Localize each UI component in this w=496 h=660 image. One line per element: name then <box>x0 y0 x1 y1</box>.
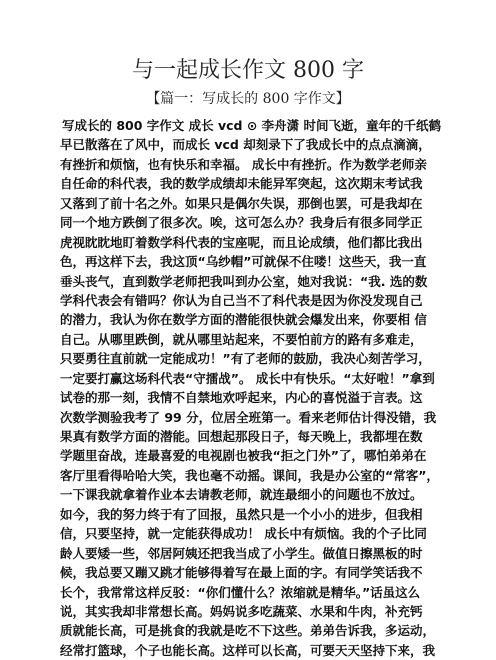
body-line: 如今，我的努力终于有了回报，虽然只是一个小小的进步，但我相 <box>60 506 423 522</box>
body-line: 垂头丧气，直到数学老师把我叫到办公室，她对我说：“我. 选的数 <box>60 273 428 289</box>
body-line: 信，只要坚持，就一定能获得成功！ 成长中有烦恼。我的个子比同 <box>60 526 427 542</box>
body-line: 虎视眈眈地盯着数学科代表的宝座呢，而且论成绩，他们都比我出 <box>60 234 423 250</box>
body-line: 说，其实我却非常想长高。妈妈说多吃蔬菜、水果和牛肉，补充钙 <box>60 603 423 619</box>
article-body <box>60 116 440 660</box>
body-line: 龄人要矮一些，邻居阿姨还把我当成了小学生。做值日擦黑板的时 <box>60 545 423 561</box>
body-line: 同一个地方跌倒了很多次。唉，这可怎么办？我身后有很多同学正 <box>60 215 423 231</box>
body-line: 学科代表会有错吗？你认为自己当不了科代表是因为你没发现自己 <box>60 292 423 308</box>
body-line: 早已散落在了风中，而成长 vcd 却刻录下了我成长中的点点滴滴， <box>60 137 431 153</box>
body-line: 写成长的 800 字作文 成长 vcd ⊙ 李舟潇 时间飞逝，童年的千纸鹤 <box>62 118 442 133</box>
page-title: 与一起成长作文 800 字 <box>132 58 364 83</box>
body-line: 一下课我就拿着作业本去请教老师，就连最细小的问题也不放过。 <box>60 487 423 503</box>
body-line: 学题里奋战，连最喜爱的电视剧也被我“拒之门外”了，哪怕弟弟在 <box>60 448 427 464</box>
body-line: 又落到了前十名之外。如果只是偶尔失误，那倒也罢，可是我却在 <box>60 195 423 211</box>
section-heading: 【篇一：写成长的 800 字作文】 <box>146 91 350 107</box>
body-line: 质就能长高，可是挑食的我就是吃不下这些。弟弟告诉我，多运动， <box>60 623 436 639</box>
body-line: 自己。从哪里跌倒，就从哪里站起来，不要怕前方的路有多难走， <box>60 331 423 347</box>
body-line: 客厅里看得哈哈大笑，我也毫不动摇。课间，我是办公室的“常客”， <box>60 467 439 483</box>
body-line: 次数学测验我考了 99 分，位居全班第一。看来老师估计得没错，我 <box>60 409 437 425</box>
body-line: 候，我总要又蹦又跳才能够得着写在最上面的字。有同学笑话我不 <box>60 565 423 581</box>
body-line: 有挫折和烦恼，也有快乐和幸福。 成长中有挫折。作为数学老师亲 <box>60 156 427 172</box>
body-line: 一定要打赢这场科代表“守擂战”。 成长中有快乐。“太好啦！”拿到 <box>60 370 435 386</box>
body-line: 试卷的那一刻，我情不自禁地欢呼起来，内心的喜悦溢于言表。这 <box>60 390 423 406</box>
body-line: 经常打篮球，个子也能长高。这样可以长高，可要天天坚持下来，我 <box>60 642 436 658</box>
body-line: 色，再这样下去，我这顶“乌纱帽”可就保不住喽！这些天，我一直 <box>60 254 427 270</box>
body-line: 只要勇往直前就一定能成功！”有了老师的鼓励，我决心刻苦学习， <box>60 351 431 367</box>
body-line: 果真有数学方面的潜能。回想起那段日子，每天晚上，我都埋在数 <box>60 429 423 444</box>
body-line: 自任命的科代表，我的数学成绩却未能异军突起，这次期末考试我 <box>60 176 423 192</box>
body-line: 的潜力，我认为你在数学方面的潜能很快就会爆发出来，你要相 信 <box>60 312 427 328</box>
body-line: 长个，我常常这样反驳：“你们懂什么？浓缩就是精华。”话虽这么 <box>60 584 421 600</box>
